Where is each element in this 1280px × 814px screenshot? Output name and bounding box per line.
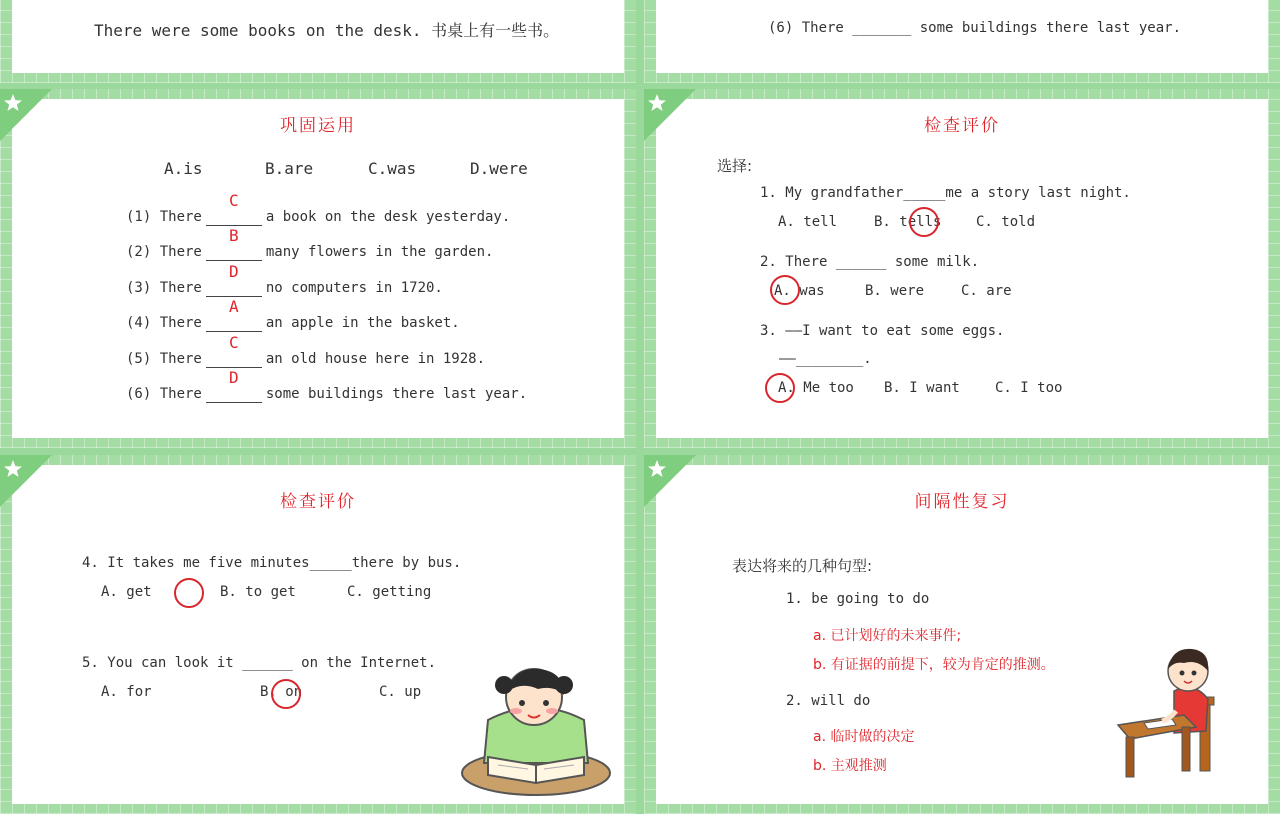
q4-option-a: A. get [101,584,152,600]
slide-check-evaluation-1 [644,89,1280,448]
answer-letter: A [229,297,239,316]
slide-content [12,465,624,804]
answer-letter: C [229,191,239,210]
structure-1: 1. be going to do [786,591,930,607]
structure-2: 2. will do [786,693,871,709]
answer-circle [909,207,939,237]
fill-item: (5) There C an old house here in 1928. [126,333,486,367]
star-icon [3,93,23,113]
q2-option-c: C. are [961,283,1012,299]
slide-content [12,99,624,438]
question-1: 1. My grandfather_____me a story last night. [760,185,1131,201]
q1-option-a: A. tell [778,214,838,230]
question-4: 4. It takes me five minutes_____there by bus. [82,555,462,571]
answer-circle [174,578,204,608]
fill-item: (2) There B many flowers in the garden. [126,226,494,260]
question-line: (6) There _______ some buildings there last year. [768,20,1182,36]
slide-question-six [644,0,1280,83]
option-b: B.are [265,159,314,178]
q2-option-a: A. was [774,283,825,299]
q5-option-c: C. up [379,684,422,700]
slide-title: 间隔性复习 [914,492,1010,512]
slide-title: 巩固运用 [280,116,356,136]
answer-circle [770,275,800,305]
fill-item: (4) There A an apple in the basket. [126,297,460,331]
q3-option-c: C. I too [995,380,1063,396]
fill-item: (1) There C a book on the desk yesterday. [126,191,511,225]
slide-content [12,0,624,73]
slide-consolidation [0,89,636,448]
option-a: A.is [164,159,203,178]
boy-writing-illustration [1114,641,1224,781]
example-sentence: There were some books on the desk. 书桌上有一些书。 [94,21,560,40]
structure-2-use-b: b. 主观推测 [813,758,887,774]
star-icon [3,459,23,479]
question-5: 5. You can look it ______ on the Internet. [82,655,437,671]
answer-circle [765,373,795,403]
q1-option-b: B. tells [874,214,942,230]
choose-label: 选择: [717,157,753,175]
fill-item: (6) There D some buildings there last year. [126,368,528,402]
slide-check-evaluation-2 [0,455,636,814]
q3-option-b: B. I want [884,380,960,396]
structure-2-use-a: a. 临时做的决定 [813,729,915,745]
star-icon [647,459,667,479]
slide-title: 检查评价 [280,492,356,512]
answer-circle [271,679,301,709]
slide-content [656,99,1268,438]
answer-letter: B [229,226,239,245]
intro-text: 表达将来的几种句型: [732,557,873,575]
structure-1-use-b: b. 有证据的前提下，较为肯定的推测。 [813,657,1055,673]
slide-spaced-review [644,455,1280,814]
q4-option-b: B. to get [220,584,296,600]
q3-option-a: A. Me too [778,380,854,396]
q4-option-c: C. getting [347,584,432,600]
girl-reading-illustration [458,665,618,797]
slide-example [0,0,636,83]
option-c: C.was [368,159,417,178]
fill-item: (3) There D no computers in 1720. [126,262,443,296]
q5-option-a: A. for [101,684,152,700]
q1-option-c: C. told [976,214,1036,230]
question-2: 2. There ______ some milk. [760,254,980,270]
answer-letter: C [229,333,239,352]
structure-1-use-a: a. 已计划好的未来事件; [813,628,962,644]
question-3-reply: ——________. [779,351,872,367]
q5-option-b: B. on [260,684,303,700]
slide-content [656,0,1268,73]
slide-title: 检查评价 [924,116,1000,136]
answer-letter: D [229,368,239,387]
answer-letter: D [229,262,239,281]
star-icon [647,93,667,113]
question-3: 3. ——I want to eat some eggs. [760,323,1005,339]
q2-option-b: B. were [865,283,925,299]
slide-content [656,465,1268,804]
option-d: D.were [470,159,528,178]
